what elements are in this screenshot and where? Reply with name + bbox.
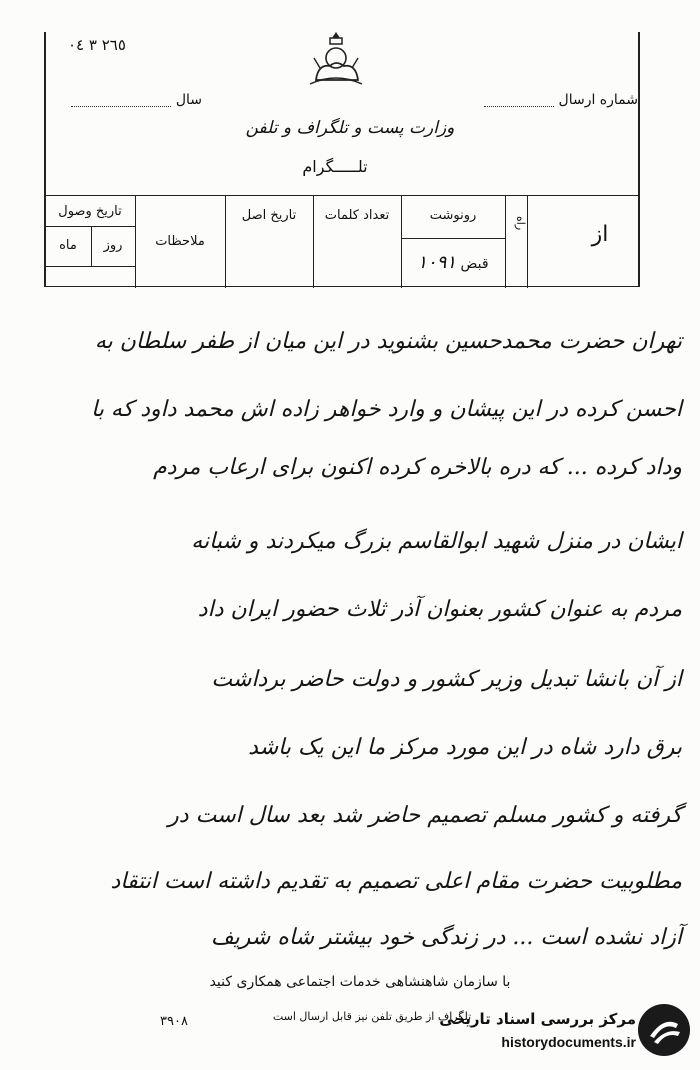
year-label: سال — [175, 92, 202, 108]
notes-cell — [137, 234, 223, 249]
route-label: راه — [514, 216, 527, 231]
day-label: روز — [103, 238, 123, 253]
word-count-cell — [315, 208, 399, 223]
telegram-title: تلـــــگرام — [302, 157, 368, 176]
document-number: ٢٦٥ ٣ ٠٤ — [68, 36, 126, 54]
accept-label: قبض — [460, 256, 489, 272]
original-date-label: تاریخ اصل — [241, 208, 297, 223]
footer-code: ۳۹۰۸ — [160, 1014, 188, 1029]
from-label: از — [591, 222, 609, 247]
year-row — [52, 92, 202, 116]
accept-cell — [405, 252, 501, 273]
handwritten-line: ایشان در منزل شهید ابوالقاسم بزرگ میکردند و شبانه — [191, 529, 682, 554]
handwritten-line: آزاد نشده است ... در زندگی خود بیشتر شاه شریف — [210, 925, 682, 950]
handwritten-line: مردم به عنوان کشور بعنوان آذر ثلاث حضور ایران داد — [197, 597, 682, 622]
handwritten-line: تهران حضرت محمدحسین بشنوید در این میان از طفر سلطان به — [94, 329, 682, 354]
send-number-label: شماره ارسال — [558, 92, 638, 108]
archive-watermark — [426, 1000, 696, 1062]
day-cell — [93, 238, 133, 253]
archive-logo-icon — [636, 1002, 692, 1058]
word-count-label: تعداد کلمات — [324, 208, 390, 223]
notes-label: ملاحظات — [155, 234, 205, 249]
handwritten-line: گرفته و کشور مسلم تصمیم حاضر شد بعد سال است در — [168, 803, 682, 828]
handwritten-line: وداد کرده ... که دره بالاخره کرده اکنون برای ارعاب مردم — [153, 455, 682, 480]
month-cell — [47, 238, 89, 253]
arrival-date-label: تاریخ وصول — [58, 204, 122, 219]
footer-print-note: تلگراف از طریق تلفن نیز قابل ارسال است — [272, 1010, 472, 1023]
handwritten-line: برق دارد شاه در این مورد مرکز ما این یک باشد — [248, 735, 682, 760]
ministry-name: وزارت پست و تلگراف و تلفن — [245, 118, 455, 138]
handwritten-line: مطلوبیت حضرت مقام اعلی تصمیم به تقدیم داشته است انتقاد — [110, 869, 682, 894]
receive-label: رونوشت — [429, 208, 477, 223]
footer-slogan: با سازمان شاهنشاهی خدمات اجتماعی همکاری کنید — [209, 974, 511, 990]
original-date-cell — [227, 208, 311, 223]
from-cell — [565, 222, 635, 247]
route-cell — [507, 216, 527, 230]
month-label: ماه — [59, 238, 77, 253]
watermark-title: مرکز بررسی اسناد تاریخی — [439, 1010, 636, 1028]
receive-cell — [405, 208, 501, 223]
header-table — [44, 195, 640, 287]
watermark-url: historydocuments.ir — [501, 1034, 636, 1050]
lion-and-sun-emblem-icon — [296, 28, 376, 90]
send-number-row — [460, 92, 638, 116]
handwritten-line: از آن بانشا تبدیل وزیر کشور و دولت حاضر برداشت — [211, 667, 682, 692]
handwritten-line: احسن کرده در این پیشان و وارد خواهر زاده اش محمد داود که با — [91, 397, 682, 422]
arrival-date-cell — [47, 204, 133, 219]
accept-value: ۱۰۹۱ — [417, 252, 457, 273]
